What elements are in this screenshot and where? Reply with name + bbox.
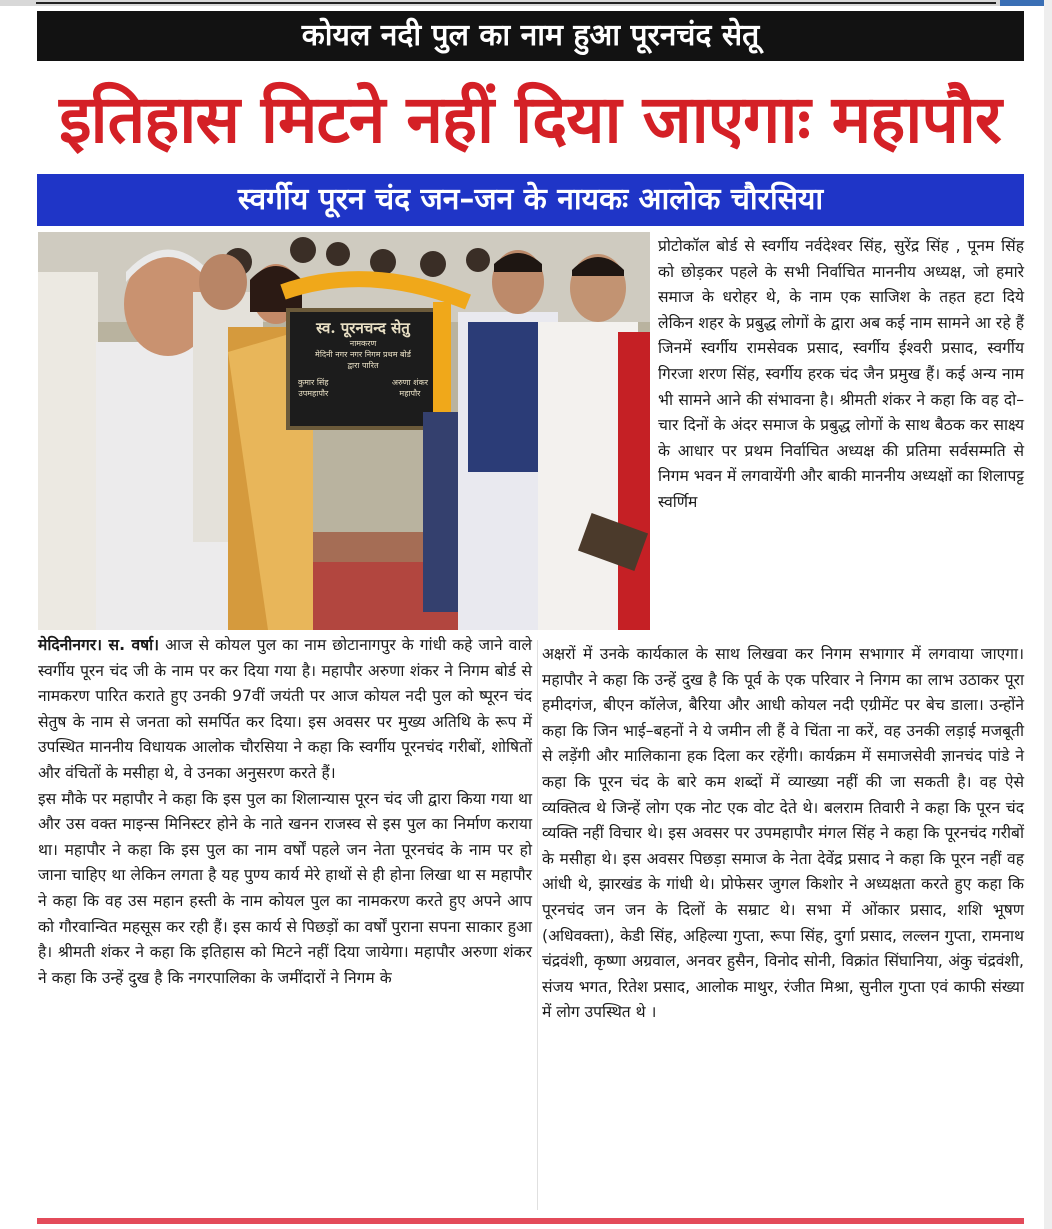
- article-lead-text: आज से कोयल पुल का नाम छोटानागपुर के गांधी कहे जाने वाले स्वर्गीय पूरन चंद जी के नाम पर कर दिया गया है। महापौर अरुणा शंकर ने निगम बोर्ड से नामकरण पारित कराते हुए उनकी 97वीं जयंती पर आज कोयल नदी पुल को ष्पूरन चंद सेतुष के नाम से जनता को समर्पित कर दिया। इस अवसर पर मुख्य अतिथि के रूप में उपस्थित माननीय विधायक आलोक चौरसिया ने कहा कि स्वर्गीय पूरनचंद गरीबों, शोषितों और वंचितों के मसीहा थे, वे उनका अनुसरण करते हैं।: [38, 636, 532, 782]
- article-paragraph: [38, 633, 532, 787]
- right-edge-strip: [1044, 0, 1052, 1229]
- subheadline-banner: स्वर्गीय पूरन चंद जन–जन के नायकः आलोक चौरसिया: [37, 174, 1024, 226]
- article-column-right-bottom: [542, 642, 1024, 1026]
- article-paragraph: अक्षरों में उनके कार्यकाल के साथ लिखवा कर निगम सभागार में लगवाया जाएगा। महापौर ने कहा कि उन्हें दुख है कि पूर्व के एक परिवार ने निगम का लाभ उठाकर पूरा हमीदगंज, बीएन कॉलेज, बैरिया और आधी कोयल नदी एग्रीमेंट पर बेच डाला। उन्होंने कहा कि जिन भाई–बहनों ने ये जमीन ली हैं वे चिंता ना करें, वह उनकी लड़ाई मजबूती से लड़ेंगी और मालिकाना हक दिला कर रहेंगी। कार्यक्रम में समाजसेवी ज्ञानचंद पांडे ने कहा कि पूरन चंद के बारे कम शब्दों में व्याख्या नहीं की जा सकती है। वह ऐसे व्यक्तित्व थे जिन्हें लोग एक नोट एक वोट देते थे। बलराम तिवारी ने कहा कि पूरन चंद व्यक्ति नहीं विचार थे। इस अवसर पर उपमहापौर मंगल सिंह ने कहा कि पूरनचंद गरीबों के मसीहा थे। इस अवसर पिछड़ा समाज के नेता देवेंद्र प्रसाद ने कहा कि पूरन नहीं वह आंधी थे, झारखंड के गांधी थे। प्रोफेसर जुगल किशोर ने अध्यक्षता करते हुए कहा कि पूरनचंद जन जन के दिलों के सम्राट थे। सभा में ओंकार प्रसाद, शशि भूषण (अधिवक्ता), केडी सिंह, अहिल्या गुप्ता, रूपा सिंह, दुर्गा प्रसाद, लल्लन गुप्ता, रामनाथ चंद्रवंशी, कृष्णा अग्रवाल, अनवर हुसैन, विनोद सोनी, विक्रांत सिंघानिया, अंकु चंद्रवंशी, संजय भगत, रितेश प्रसाद, आलोक माथुर, रंजीत मिश्रा, सुनील गुप्ता एवं काफी संख्या में लोग उपस्थित थे ।: [542, 645, 1024, 1022]
- plaque-line: मेदिनी नगर नगर निगम प्रथम बोर्ड: [315, 350, 411, 359]
- kicker-banner: कोयल नदी पुल का नाम हुआ पूरनचंद सेतू: [37, 11, 1024, 61]
- plaque-line: द्वारा पारित: [347, 361, 379, 370]
- plaque-left-role: उपमहापौर: [298, 389, 329, 398]
- photo-illustration: [38, 232, 650, 630]
- main-headline: इतिहास मिटने नहीं दिया जाएगाः महापौर: [59, 81, 1001, 158]
- plaque-line: नामकरण: [349, 339, 377, 348]
- column-divider: [537, 640, 538, 1210]
- plaque-right-name: अरुणा शंकर: [391, 378, 428, 387]
- plaque-left-name: कुमार सिंह: [298, 378, 329, 387]
- top-rule: [36, 2, 996, 4]
- news-photo: [38, 232, 650, 630]
- dateline: मेदिनीनगर। स. वर्षा।: [38, 636, 160, 654]
- bottom-rule: [37, 1218, 1024, 1224]
- article-column-right-top: [658, 234, 1024, 516]
- article-paragraph: प्रोटोकॉल बोर्ड से स्वर्गीय नर्वदेश्वर सिंह, सुरेंद्र सिंह , पूनम सिंह को छोड़कर पहले के सभी निर्वाचित माननीय अध्यक्ष, जो हमारे समाज के धरोहर थे, के नाम एक साजिश के तहत हटा दिये लेकिन शहर के प्रबुद्ध लोगों के द्वारा अब कई नाम सामने आ रहे हैं जिनमें स्वर्गीय रामसेवक प्रसाद, स्वर्गीय ईश्वरी प्रसाद, स्वर्गीय गिरजा शरण सिंह, स्वर्गीय हरक चंद जैन प्रमुख हैं। कई अन्य नाम भी सामने आने की संभावना है। श्रीमती शंकर ने कहा कि वह दो–चार दिनों के अंदर समाज के प्रबुद्ध लोगों के साथ बैठक कर साक्ष्य के आधार पर प्रथम निर्वाचित अध्यक्ष की प्रतिमा सर्वसम्मति से निगम भवन में लगवायेंगी और बाकी माननीय अध्यक्षों का शिलापट्ट स्वर्णिम: [658, 237, 1024, 511]
- photo-plaque: [290, 312, 436, 426]
- article-paragraph: इस मौके पर महापौर ने कहा कि इस पुल का शिलान्यास पूरन चंद जी द्वारा किया गया था और उस वक्त माइन्स मिनिस्टर होने के नाते खनन राजस्व से इस पुल का निर्माण कराया था। महापौर ने कहा कि इस पुल का नाम वर्षों पहले जन नेता पूरनचंद के नाम पर हो जाना चाहिए था लेकिन लगता है यह पुण्य कार्य मेरे हाथों से ही होना लिखा था स महापौर ने कहा कि वह उस महान हस्ती के नाम कोयल पुल का नामकरण करते हुए अपने आप को गौरवान्वित महसूस कर रही हैं। इस कार्य से पिछड़ों का वर्षों पुराना सपना साकार हुआ है। श्रीमती शंकर ने कहा कि इतिहास को मिटने नहीं दिया जायेगा। महापौर अरुणा शंकर ने कहा कि उन्हें दुख है कि नगरपालिका के जमींदारों ने निगम के: [38, 789, 532, 987]
- plaque-right-role: महापौर: [399, 389, 421, 398]
- article-column-left: [38, 633, 532, 991]
- top-edge-strip: [0, 0, 1052, 6]
- plaque-title: स्व. पूरनचन्द सेतु: [316, 319, 410, 337]
